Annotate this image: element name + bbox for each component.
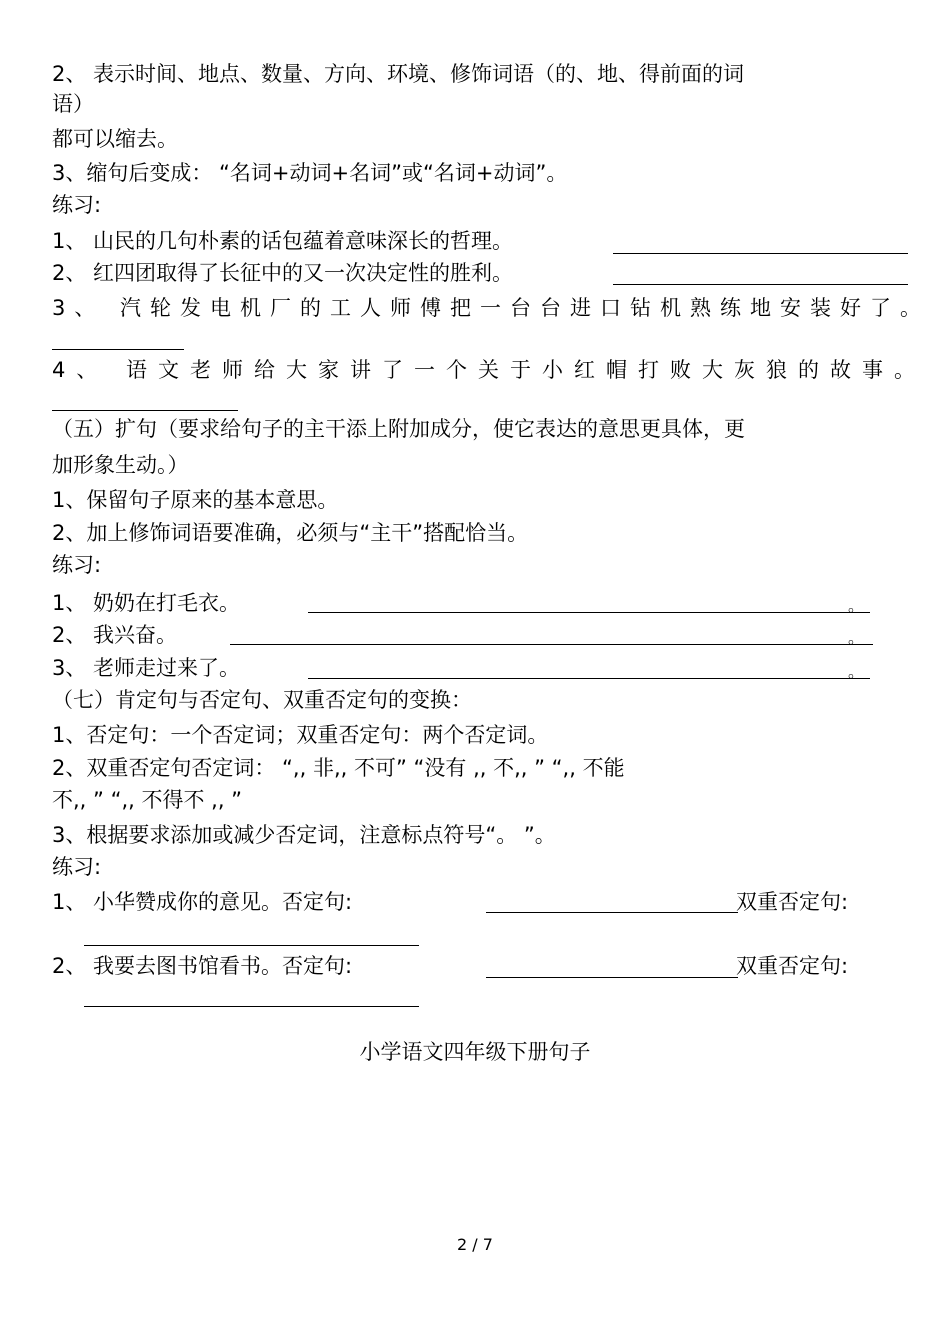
exercise-heading: 练习: [52, 193, 102, 217]
section-7-heading: （七）肯定句与否定句、双重否定句的变换： [52, 688, 472, 712]
double-negative-label: 双重否定句: [736, 954, 849, 978]
double-negative-blank-1[interactable] [84, 945, 419, 946]
negation-rule-3: 3、根据要求添加或减少否定词，注意标点符号“。 ”。 [52, 823, 556, 847]
footer-title: 小学语文四年级下册句子 [359, 1040, 591, 1064]
section-5-heading-cont: 加形象生动。） [52, 453, 189, 477]
negative-blank-1[interactable] [486, 912, 738, 913]
item-2-text-cont: 语） [52, 92, 94, 116]
period-mark: 。 [848, 596, 865, 615]
negation-exercise-2: 2、 我要去图书馆看书。否定句: [52, 954, 353, 978]
rule-text: 都可以缩去。 [52, 127, 178, 151]
exercise-heading-3: 练习: [52, 855, 102, 879]
negation-exercise-1: 1、 小华赞成你的意见。否定句: [52, 890, 353, 914]
negation-rule-2: 2、双重否定句否定词： “,, 非,, 不可” “没有 ,, 不,, ” “,, 不能 [52, 756, 625, 780]
negative-blank-2[interactable] [486, 977, 738, 978]
section-5-heading: （五）扩句（要求给句子的主干添上附加成分，使它表达的意思更具体，更 [52, 417, 745, 441]
exercise-sentence-4: 4、 语文老师给大家讲了一个关于小红帽打败大灰狼的故事。 [52, 358, 927, 382]
answer-blank-4[interactable] [52, 410, 238, 411]
answer-blank-1[interactable] [613, 253, 908, 254]
expand-blank-2[interactable] [230, 644, 873, 645]
item-3-text: 3、缩句后变成： “名词+动词+名词”或“名词+动词”。 [52, 161, 568, 185]
expand-sentence-3: 3、 老师走过来了。 [52, 656, 241, 680]
negation-rule-1: 1、否定句：一个否定词；双重否定句：两个否定词。 [52, 723, 549, 747]
negation-rule-2-cont: 不,, ” “,, 不得不 ,, ” [52, 788, 243, 812]
expand-sentence-2: 2、 我兴奋。 [52, 623, 178, 647]
double-negative-label: 双重否定句: [736, 890, 849, 914]
rule-1: 1、保留句子原来的基本意思。 [52, 488, 339, 512]
rule-2: 2、加上修饰词语要准确，必须与“主干”搭配恰当。 [52, 521, 529, 545]
exercise-sentence-3: 3、 汽轮发电机厂的工人师傅把一台台进口钻机熟练地安装好了。 [52, 296, 931, 320]
exercise-sentence-1: 1、 山民的几句朴素的话包蕴着意味深长的哲理。 [52, 229, 514, 253]
expand-blank-1[interactable] [308, 612, 870, 613]
page-number: 2 / 7 [457, 1235, 493, 1254]
exercise-sentence-2: 2、 红四团取得了长征中的又一次决定性的胜利。 [52, 261, 514, 285]
expand-blank-3[interactable] [308, 678, 870, 679]
item-2-text: 2、 表示时间、地点、数量、方向、环境、修饰词语（的、地、得前面的词 [52, 62, 745, 86]
answer-blank-2[interactable] [613, 284, 908, 285]
expand-sentence-1: 1、 奶奶在打毛衣。 [52, 591, 241, 615]
period-mark: 。 [848, 662, 865, 681]
answer-blank-3[interactable] [52, 349, 184, 350]
exercise-heading-2: 练习: [52, 553, 102, 577]
period-mark: 。 [848, 628, 865, 647]
double-negative-blank-2[interactable] [84, 1006, 419, 1007]
